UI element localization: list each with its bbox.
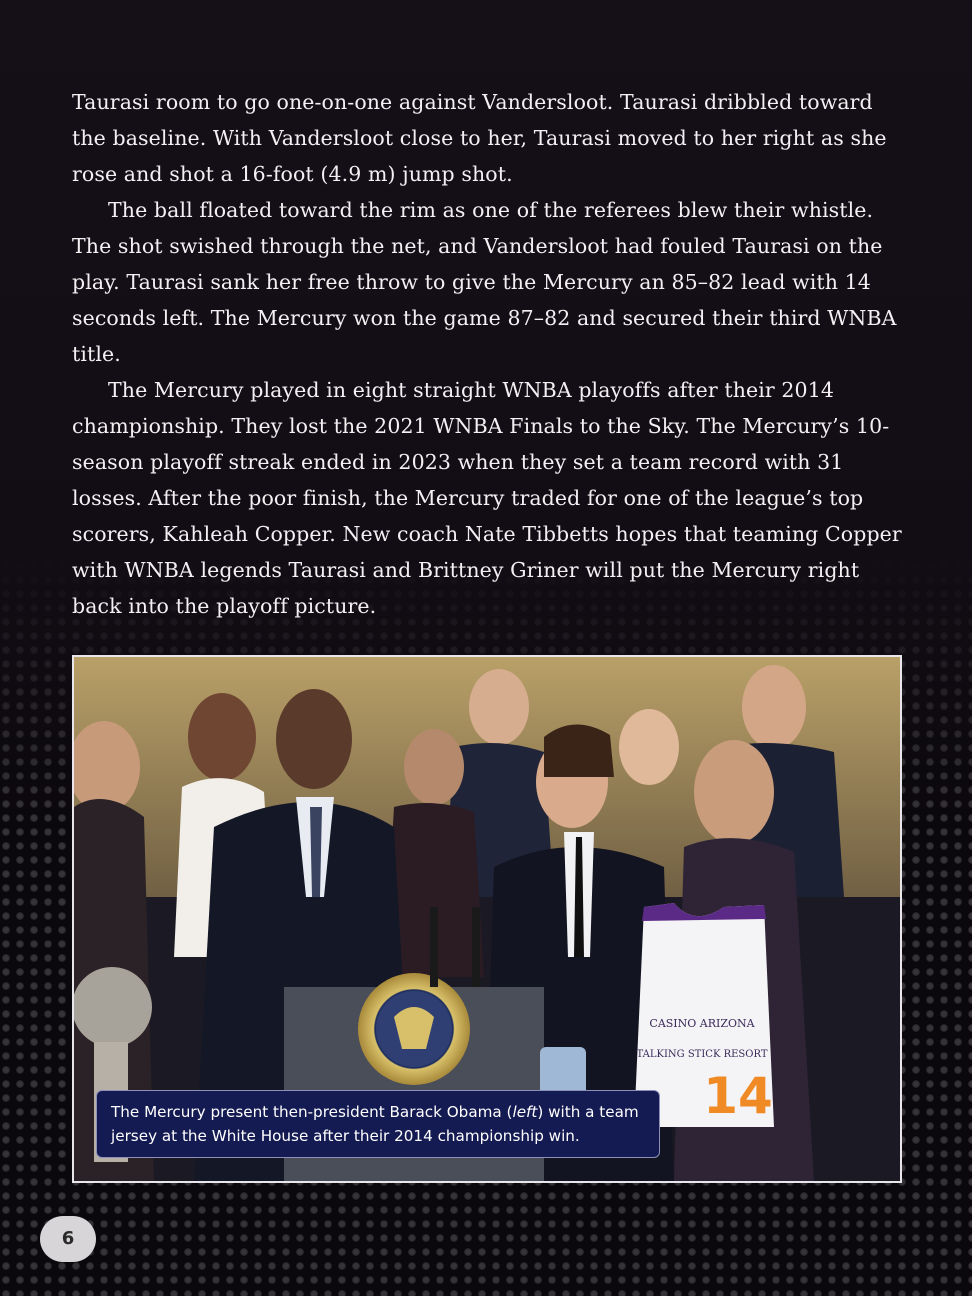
photo-caption: [96, 1090, 660, 1158]
jersey-sponsor-2: TALKING STICK RESORT: [636, 1049, 768, 1060]
caption-text-2: ) with a team jersey at the White House after their 2014 championship win.: [111, 1103, 639, 1145]
caption-emphasis: left: [512, 1103, 538, 1121]
jersey-number: 14: [703, 1067, 773, 1125]
caption-text-1: The Mercury present then-president Barack Obama (: [111, 1103, 513, 1121]
paragraph-2: The ball floated toward the rim as one of the referees blew their whistle. The shot swished through the net, and Vandersloot had fouled Taurasi on the play. Taurasi sank her free throw to give the Mercury an 85–82 lead with 14 seconds left. The Mercury won the game 87–82 and secured their third WNBA title.: [72, 198, 897, 366]
body-text: [72, 84, 902, 624]
paragraph-1: Taurasi room to go one-on-one against Vandersloot. Taurasi dribbled toward the baseline. With Vandersloot close to her, Taurasi moved to her right as she rose and shot a 16-foot (4.9 m) jump shot.: [72, 90, 887, 186]
jersey-sponsor-1: CASINO ARIZONA: [649, 1017, 755, 1030]
paragraph-3: The Mercury played in eight straight WNBA playoffs after their 2014 championship. They lost the 2021 WNBA Finals to the Sky. The Mercury’s 10-season playoff streak ended in 2023 when they set a team record with 31 losses. After the poor finish, the Mercury traded for one of the league’s top scorers, Kahleah Copper. New coach Nate Tibbetts hopes that teaming Copper with WNBA legends Taurasi and Brittney Griner will put the Mercury right back into the playoff picture.: [72, 378, 902, 618]
microphone-icon: [430, 907, 438, 987]
page-number: 6: [40, 1216, 96, 1262]
